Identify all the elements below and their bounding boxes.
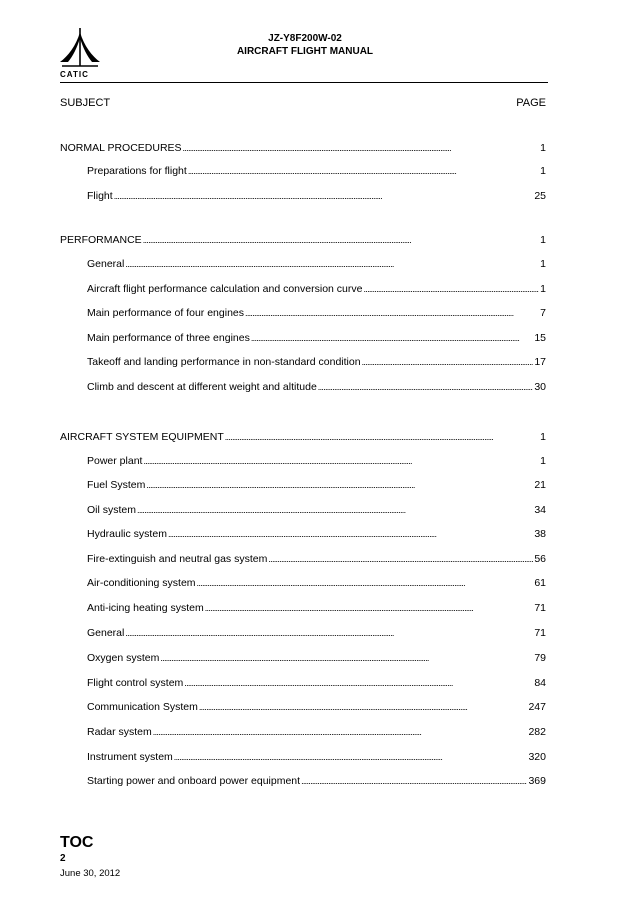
toc-item-title: Air-conditioning system <box>87 577 196 589</box>
toc-page-number: 17 <box>534 356 546 368</box>
toc-item-title: Anti-icing heating system <box>87 602 204 614</box>
toc-item-title: Main performance of three engines <box>87 332 250 344</box>
dot-leader <box>251 331 533 345</box>
toc-item[interactable] <box>87 676 546 690</box>
toc-item-title: Climb and descent at different weight and altitude <box>87 381 317 393</box>
footer-section-label: TOC <box>60 834 94 851</box>
toc-item-title: Fuel System <box>87 479 146 491</box>
dot-leader <box>125 257 539 271</box>
toc-item[interactable] <box>87 700 546 714</box>
toc-item-title: Main performance of four engines <box>87 307 245 319</box>
toc-page-number: 71 <box>534 627 546 639</box>
toc-item-title: Radar system <box>87 726 152 738</box>
toc-page-number: 1 <box>540 431 546 443</box>
toc-item[interactable] <box>87 774 546 788</box>
toc-page-number: 15 <box>534 332 546 344</box>
dot-leader <box>268 552 533 566</box>
toc-page-number: 84 <box>534 677 546 689</box>
dot-leader <box>318 380 534 394</box>
toc-item[interactable] <box>87 503 546 517</box>
toc-page-number: 1 <box>540 258 546 270</box>
toc-page-number: 1 <box>540 455 546 467</box>
dot-leader <box>183 141 540 155</box>
toc-item-title: Communication System <box>87 701 198 713</box>
toc-item[interactable] <box>87 355 546 369</box>
toc-page-number: 247 <box>528 701 546 713</box>
toc-item-title: Starting power and onboard power equipment <box>87 775 301 787</box>
dot-leader <box>174 750 528 764</box>
toc-page-number: 61 <box>534 577 546 589</box>
toc-page-number: 7 <box>540 307 546 319</box>
toc-item[interactable] <box>87 651 546 665</box>
dot-leader <box>153 725 528 739</box>
dot-leader <box>301 774 527 788</box>
toc-item[interactable] <box>87 626 546 640</box>
toc-page-number: 1 <box>540 165 546 177</box>
dot-leader <box>114 189 534 203</box>
toc-item-title: General <box>87 627 125 639</box>
toc-page-number: 79 <box>534 652 546 664</box>
dot-leader <box>184 676 533 690</box>
footer-page-number: 2 <box>60 853 66 864</box>
toc-item-title: Fire-extinguish and neutral gas system <box>87 553 268 565</box>
header-divider <box>60 82 548 83</box>
toc-item-title: General <box>87 258 125 270</box>
toc-item-title: Oxygen system <box>87 652 160 664</box>
dot-leader <box>143 233 539 247</box>
toc-item-title: Power plant <box>87 455 143 467</box>
dot-leader <box>197 576 534 590</box>
dot-leader <box>125 626 533 640</box>
page-column-header: PAGE <box>516 97 546 109</box>
toc-section-normal-procedures[interactable] <box>60 141 546 155</box>
toc-page-number: 1 <box>540 234 546 246</box>
toc-page-number: 38 <box>534 528 546 540</box>
toc-page-number: 1 <box>540 142 546 154</box>
toc-page-number: 21 <box>534 479 546 491</box>
dot-leader <box>168 527 533 541</box>
toc-section-performance[interactable] <box>60 233 546 247</box>
toc-item[interactable] <box>87 576 546 590</box>
catic-logo <box>58 26 102 82</box>
document-id: JZ-Y8F200W-02 <box>268 33 342 44</box>
toc-item[interactable] <box>87 380 546 394</box>
dot-leader <box>146 478 533 492</box>
toc-item[interactable] <box>87 552 546 566</box>
toc-item[interactable] <box>87 306 546 320</box>
toc-item[interactable] <box>87 331 546 345</box>
dot-leader <box>137 503 533 517</box>
toc-item-title: Preparations for flight <box>87 165 187 177</box>
toc-item[interactable] <box>87 454 546 468</box>
dot-leader <box>188 164 539 178</box>
dot-leader <box>160 651 533 665</box>
toc-page-number: 369 <box>528 775 546 787</box>
toc-page-number: 25 <box>534 190 546 202</box>
toc-item-title: Instrument system <box>87 751 173 763</box>
logo-text: CATIC <box>60 70 89 79</box>
toc-section-title: AIRCRAFT SYSTEM EQUIPMENT <box>60 431 224 443</box>
dot-leader <box>362 355 534 369</box>
toc-item[interactable] <box>87 189 546 203</box>
toc-item-title: Takeoff and landing performance in non-standard condition <box>87 356 361 368</box>
toc-item[interactable] <box>87 750 546 764</box>
toc-item-title: Hydraulic system <box>87 528 167 540</box>
toc-item[interactable] <box>87 601 546 615</box>
toc-page-number: 30 <box>534 381 546 393</box>
toc-section-title: NORMAL PROCEDURES <box>60 142 182 154</box>
toc-item-title: Oil system <box>87 504 137 516</box>
footer-date: June 30, 2012 <box>60 868 121 879</box>
toc-item[interactable] <box>87 164 546 178</box>
toc-page-number: 1 <box>540 283 546 295</box>
toc-item[interactable] <box>87 725 546 739</box>
dot-leader <box>363 282 539 296</box>
toc-page-number: 320 <box>528 751 546 763</box>
dot-leader <box>143 454 539 468</box>
toc-item-title: Aircraft flight performance calculation and conversion curve <box>87 283 363 295</box>
toc-page-number: 34 <box>534 504 546 516</box>
toc-item[interactable] <box>87 527 546 541</box>
dot-leader <box>225 430 539 444</box>
toc-item-title: Flight control system <box>87 677 184 689</box>
toc-item[interactable] <box>87 478 546 492</box>
dot-leader <box>205 601 534 615</box>
toc-section-aircraft-system-equipment[interactable] <box>60 430 546 444</box>
toc-page-number: 56 <box>534 553 546 565</box>
dot-leader <box>245 306 539 320</box>
toc-section-title: PERFORMANCE <box>60 234 142 246</box>
subject-column-header: SUBJECT <box>60 97 111 109</box>
dot-leader <box>199 700 528 714</box>
toc-item[interactable] <box>87 282 546 296</box>
toc-item-title: Flight <box>87 190 113 202</box>
toc-item[interactable] <box>87 257 546 271</box>
toc-page-number: 71 <box>534 602 546 614</box>
document-title: AIRCRAFT FLIGHT MANUAL <box>236 46 374 57</box>
toc-page-number: 282 <box>528 726 546 738</box>
